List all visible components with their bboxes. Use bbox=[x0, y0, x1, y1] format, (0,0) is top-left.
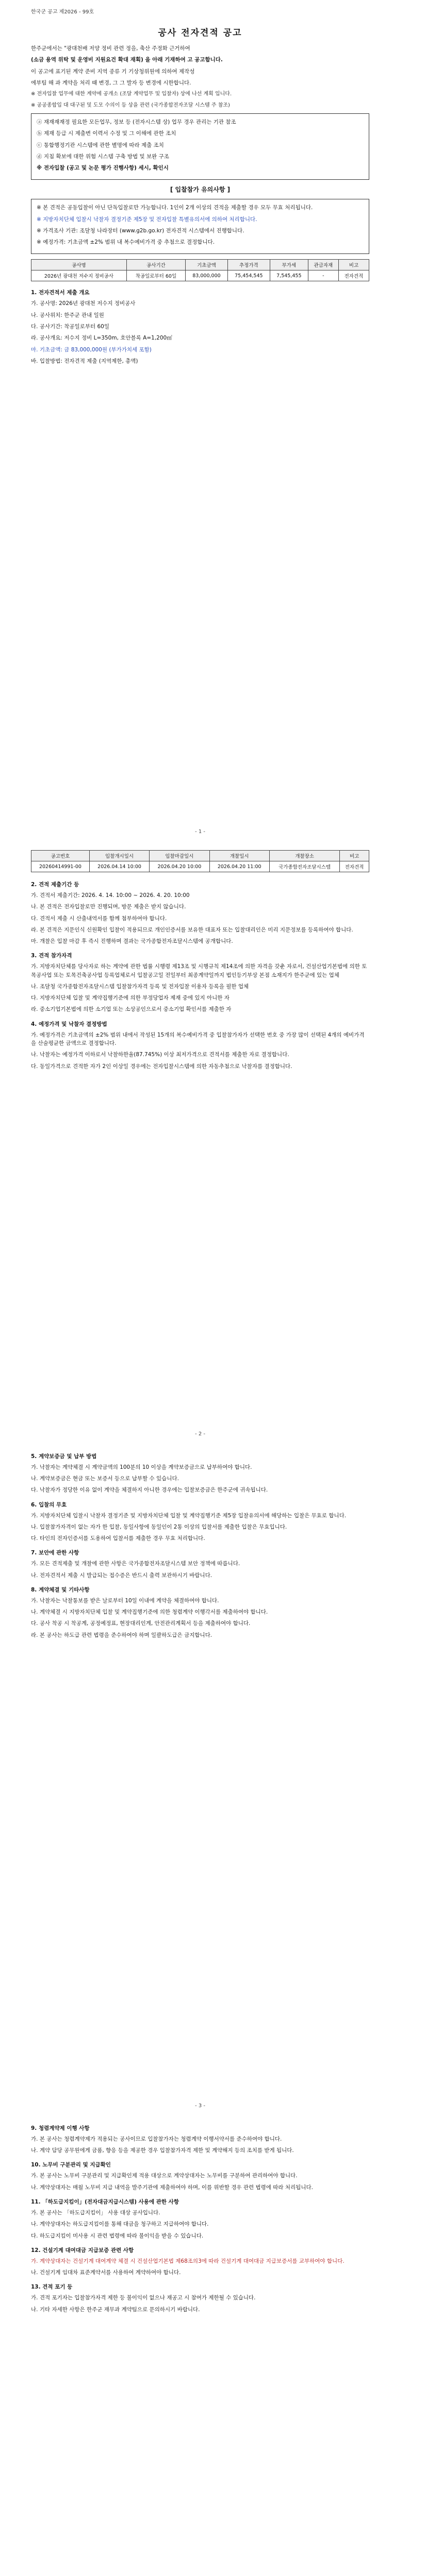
section-item: 가. 예정가격은 기초금액의 ±2% 범위 내에서 작성된 15개의 복수예비가격 중 입찰참가자가 선택한 번호 중 가장 많이 선택된 4개의 예비가격을 산술평균한 금액으로 결정합니다. bbox=[31, 1031, 365, 1046]
intro-line: (소금 용역 위탁 및 운영비 지원요건 확대 재획) 을 아래 기재하여 고 공고합니다. bbox=[31, 57, 223, 63]
table-header: 공사명 bbox=[31, 260, 127, 270]
table-header: 입찰마감일시 bbox=[150, 851, 209, 861]
notice-number: 한국군 공고 제2026 - 99호 bbox=[31, 9, 94, 15]
table-header: 기초금액 bbox=[186, 260, 228, 270]
section-item: 나. 계약체결 시 지방자치단체 입찰 및 계약집행기준에 의한 청렴계약 이행각서를 제출하여야 합니다. bbox=[31, 1609, 268, 1616]
page-number: - 3 - bbox=[195, 2103, 205, 2109]
section-item: 바. 입찰방법: 전자견적 제출 (지역제한, 총액) bbox=[31, 358, 138, 364]
section-item: 나. 조달청 국가종합전자조달시스템 입찰참가자격 등록 및 전자입찰 이용자 등록을 필한 업체 bbox=[31, 983, 249, 990]
section-item: 가. 공사명: 2026년 광대천 저수지 정비공사 bbox=[31, 300, 136, 307]
intro-block bbox=[31, 44, 369, 109]
intro-line: 에부팀 해 과 계약을 처리 때 변경, 그 그 발자 등 변경에 시한합니다. bbox=[31, 79, 191, 86]
section-item: 다. 견적서 제출 시 산출내역서를 함께 첨부하여야 합니다. bbox=[31, 915, 167, 922]
section-item: 라. 본 공사는 하도급 관련 법령을 준수하여야 하며 일괄하도급은 금지합니다. bbox=[31, 1632, 212, 1638]
section-item: 가. 견적 포기자는 입찰참가자격 제한 등 불이익이 없으나 재공고 시 참여가 제한될 수 있습니다. bbox=[31, 2295, 256, 2301]
intro-line: 이 공고에 표기된 계약 준비 지역 종류 기 기상청위원에 의하여 제작성 bbox=[31, 68, 195, 75]
table-cell: - bbox=[308, 270, 338, 281]
notes-box bbox=[31, 199, 369, 254]
box-item: ⓐ 재재재재정 필요한 모든업무, 정보 등 (전자시스템 상) 업무 경우 관리는 기관 참조 bbox=[37, 119, 236, 126]
section-item: 다. 공사기간: 착공일로부터 60일 bbox=[31, 323, 109, 330]
note-line: ※ 본 견적은 공동입찰이 아닌 단독입찰로만 가능합니다. 1인이 2개 이상의 견적을 제출할 경우 모두 무효 처리됩니다. bbox=[37, 205, 313, 211]
section-title: 10. 노무비 구분관리 및 지급확인 bbox=[31, 2162, 111, 2168]
table-cell: 2026년 광대천 저수지 정비공사 bbox=[31, 270, 127, 281]
section-item: 라. 중소기업기본법에 의한 소기업 또는 소상공인으로서 중소기업 확인서를 제출한 자 bbox=[31, 1006, 232, 1013]
box-item: ⓑ 제재 등급 시 제출변 이력서 수정 및 그 이해에 관한 조치 bbox=[37, 130, 176, 137]
section-item: 나. 계약상대자는 하도급지킴이를 통해 대금을 청구하고 지급하여야 합니다. bbox=[31, 2221, 209, 2228]
note-line: ※ 지방자치단체 입찰시 낙찰자 결정기준 제5장 및 전자입찰 특별유의서에 의하여 처리합니다. bbox=[37, 216, 257, 223]
section-item: 가. 낙찰자는 낙찰통보를 받은 날로부터 10일 이내에 계약을 체결하여야 합니다. bbox=[31, 1597, 219, 1604]
section-item: 다. 지방자치단체 입찰 및 계약집행기준에 의한 부정당업자 제재 중에 있지 아니한 자 bbox=[31, 995, 230, 1002]
section-item: 다. 동일가격으로 견적한 자가 2인 이상일 경우에는 전자입찰시스템에 의한 자동추첨으로 낙찰자를 결정합니다. bbox=[31, 1063, 292, 1070]
page-number: - 2 - bbox=[195, 1431, 205, 1437]
section-item: 다. 낙찰자가 정당한 이유 없이 계약을 체결하지 아니한 경우에는 입찰보증금은 한주군에 귀속됩니다. bbox=[31, 1487, 268, 1494]
section-item: 나. 계약 담당 공무원에게 금품, 향응 등을 제공한 경우 입찰참가자격 제한 및 계약해지 등의 조치를 받게 됩니다. bbox=[31, 2147, 294, 2154]
table-cell: 75,454,545 bbox=[227, 270, 270, 281]
section-title: 12. 건설기계 대여대금 지급보증 관련 사항 bbox=[31, 2247, 134, 2253]
section-item: 라. 공사개요: 저수지 정비 L=350m, 호안블록 A=1,200㎡ bbox=[31, 335, 172, 342]
table-row bbox=[31, 270, 369, 281]
section-item: 나. 본 견적은 전자입찰로만 진행되며, 방문 제출은 받지 않습니다. bbox=[31, 904, 186, 910]
section-item: 가. 본 공사는 노무비 구분관리 및 지급확인제 적용 대상으로 계약상대자는 노무비를 구분하여 관리하여야 합니다. bbox=[31, 2173, 298, 2179]
table-header: 관급자재 bbox=[308, 260, 338, 270]
section-item: 다. 타인의 전자인증서를 도용하여 입찰서를 제출한 경우 무효 처리합니다. bbox=[31, 1535, 205, 1542]
table-header: 부가세 bbox=[270, 260, 308, 270]
document-title: 공사 전자견적 공고 bbox=[158, 28, 242, 38]
section-item: 다. 공사 착공 시 착공계, 공정예정표, 현장대리인계, 안전관리계획서 등을 제출하여야 합니다. bbox=[31, 1620, 251, 1627]
section-title: 3. 견적 참가자격 bbox=[31, 953, 72, 959]
notes-title: [ 입찰참가 유의사항 ] bbox=[170, 186, 231, 194]
note-line: ※ 가격조사 기관: 조달청 나라장터 (www.g2b.go.kr) 전자견적 시스템에서 진행합니다. bbox=[37, 227, 244, 234]
section-title: 2. 견적 제출기간 등 bbox=[31, 882, 79, 888]
section-title: 5. 계약보증금 및 납부 방법 bbox=[31, 1453, 97, 1460]
section-item: 나. 건설기계 임대차 표준계약서를 사용하여 계약하여야 합니다. bbox=[31, 2269, 181, 2276]
section-item: 가. 계약상대자는 건설기계 대여계약 체결 시 건설산업기본법 제68조의3에 따라 건설기계 대여대금 지급보증서를 교부하여야 합니다. bbox=[31, 2258, 345, 2264]
section-item: 마. 개찰은 입찰 마감 후 즉시 진행하며 결과는 국가종합전자조달시스템에 공개합니다. bbox=[31, 938, 233, 945]
section-title: 6. 입찰의 무효 bbox=[31, 1501, 67, 1508]
table-row bbox=[31, 861, 369, 872]
section-item: 나. 입찰참가자격이 없는 자가 한 입찰, 동일사항에 동일인이 2통 이상의 입찰서를 제출한 입찰은 무효입니다. bbox=[31, 1523, 287, 1530]
table-header: 비고 bbox=[338, 260, 369, 270]
section-item: 가. 본 공사는 「하도급지킴이」 사용 대상 공사입니다. bbox=[31, 2210, 160, 2216]
section-item: 나. 계약상대자는 매월 노무비 지급 내역을 발주기관에 제출하여야 하며, 이를 위반할 경우 관련 법령에 따라 처리됩니다. bbox=[31, 2184, 313, 2191]
summary-table bbox=[31, 259, 369, 281]
table-header: 개찰일시 bbox=[209, 851, 269, 861]
table-header: 공고번호 bbox=[31, 851, 90, 861]
schedule-table bbox=[31, 850, 369, 872]
section-item: 가. 견적서 제출기간: 2026. 4. 14. 10:00 ~ 2026. 4. 20. 10:00 bbox=[31, 892, 190, 899]
note-line: ※ 예정가격: 기초금액 ±2% 범위 내 복수예비가격 중 추첨으로 결정합니다. bbox=[37, 239, 215, 246]
intro-line: 한주군에서는 "광대천배 저양 정비 관련 정을, 축산 주정화 근거하여 bbox=[31, 45, 190, 52]
box-item: ⓒ 통합행정기관 시스템에 관한 별명에 따라 제출 조치 bbox=[37, 142, 164, 148]
section-title: 1. 전자견적서 제출 개요 bbox=[31, 290, 90, 296]
table-cell: 20260414991-00 bbox=[31, 861, 90, 872]
table-cell: 83,000,000 bbox=[186, 270, 228, 281]
section-item: 라. 본 견적은 지문인식 신원확인 입찰이 적용되므로 개인인증서를 보유한 대표자 또는 입찰대리인은 미리 지문정보를 등록하여야 합니다. bbox=[31, 926, 353, 933]
intro-notice: ※ 공공종합입 대 대구된 및 도모 수의이 등 상을 관련 (국가종합전자조달 시스템 주 참조) bbox=[31, 102, 230, 108]
table-header: 입찰개시일시 bbox=[89, 851, 149, 861]
table-cell: 착공일로부터 60일 bbox=[126, 270, 185, 281]
section-title: 7. 보안에 관한 사항 bbox=[31, 1550, 79, 1556]
table-cell: 2026.04.20 11:00 bbox=[209, 861, 269, 872]
table-header: 추정가격 bbox=[227, 260, 270, 270]
section-item: 나. 공사위치: 한주군 관내 일원 bbox=[31, 312, 104, 318]
table-cell: 국가종합전자조달시스템 bbox=[269, 861, 339, 872]
table-cell: 전자견적 bbox=[338, 270, 369, 281]
section-title: 13. 견적 포기 등 bbox=[31, 2284, 73, 2291]
table-cell: 2026.04.20 10:00 bbox=[150, 861, 209, 872]
table-header: 비고 bbox=[340, 851, 369, 861]
section-title: 11. 「하도급지킴이」(전자대금지급시스템) 사용에 관한 사항 bbox=[31, 2199, 179, 2206]
section-title: 8. 계약체결 및 기타사항 bbox=[31, 1586, 90, 1593]
summary-box bbox=[31, 113, 369, 180]
box-item: ※ 전자입찰 (공고 및 논문 평가 진행사항) 세시, 확인시 bbox=[37, 165, 169, 172]
section-item: 나. 전자견적서 제출 시 발급되는 접수증은 반드시 출력 보관하시기 바랍니다. bbox=[31, 1572, 212, 1579]
table-header: 공사기간 bbox=[126, 260, 185, 270]
section-title: 4. 예정가격 및 낙찰자 결정방법 bbox=[31, 1021, 107, 1027]
intro-notice: ※ 전자입찰 업무에 대한 계약에 공개소 (조달 계약업무 및 입찰자) 상에 나선 계획 입니다. bbox=[31, 91, 232, 97]
section-item: 마. 기초금액: 금 83,000,000원 (부가가치세 포함) bbox=[31, 346, 152, 353]
box-item: ⓓ 지침 확보에 대한 위험 시스템 구축 방법 및 보완 구조 bbox=[37, 153, 169, 160]
section-item: 나. 계약보증금은 현금 또는 보증서 등으로 납부할 수 있습니다. bbox=[31, 1476, 179, 1482]
section-item: 가. 지방자치단체를 당사자로 하는 계약에 관한 법률 시행령 제13조 및 시행규칙 제14조에 의한 자격을 갖춘 자로서, 건설산업기본법에 의한 토목공사업 또는 토목건축공사업 등록업체로서 입찰공고일 전일부터 최종계약일까지 법인등기부상 본점 소재지가 한주군에 있는 업체 bbox=[31, 963, 367, 978]
page-number: - 1 - bbox=[195, 829, 205, 835]
table-header: 개찰장소 bbox=[269, 851, 339, 861]
section-item: 나. 낙찰자는 예정가격 이하로서 낙찰하한율(87.745%) 이상 최저가격으로 견적서를 제출한 자로 결정합니다. bbox=[31, 1052, 289, 1058]
section-item: 가. 지방자치단체 입찰시 낙찰자 결정기준 및 지방자치단체 입찰 및 계약집행기준 제5장 입찰유의서에 해당하는 입찰은 무효로 합니다. bbox=[31, 1512, 347, 1519]
section-item: 가. 모든 견적제출 및 개찰에 관한 사항은 국가종합전자조달시스템 보안 정책에 따릅니다. bbox=[31, 1561, 240, 1567]
section-item: 다. 하도급지킴이 미사용 시 관련 법령에 따라 불이익을 받을 수 있습니다. bbox=[31, 2232, 204, 2239]
section-item: 나. 기타 자세한 사항은 한주군 재무과 계약팀으로 문의하시기 바랍니다. bbox=[31, 2306, 200, 2313]
section-item: 가. 본 공사는 청렴계약제가 적용되는 공사이므로 입찰참가자는 청렴계약 이행서약서를 준수하여야 합니다. bbox=[31, 2136, 282, 2142]
table-cell: 7,545,455 bbox=[270, 270, 308, 281]
section-title: 9. 청렴계약제 이행 사항 bbox=[31, 2125, 90, 2131]
table-cell: 2026.04.14 10:00 bbox=[89, 861, 149, 872]
section-item: 가. 낙찰자는 계약체결 시 계약금액의 100분의 10 이상을 계약보증금으로 납부하여야 합니다. bbox=[31, 1464, 252, 1470]
table-cell: 전자견적 bbox=[340, 861, 369, 872]
